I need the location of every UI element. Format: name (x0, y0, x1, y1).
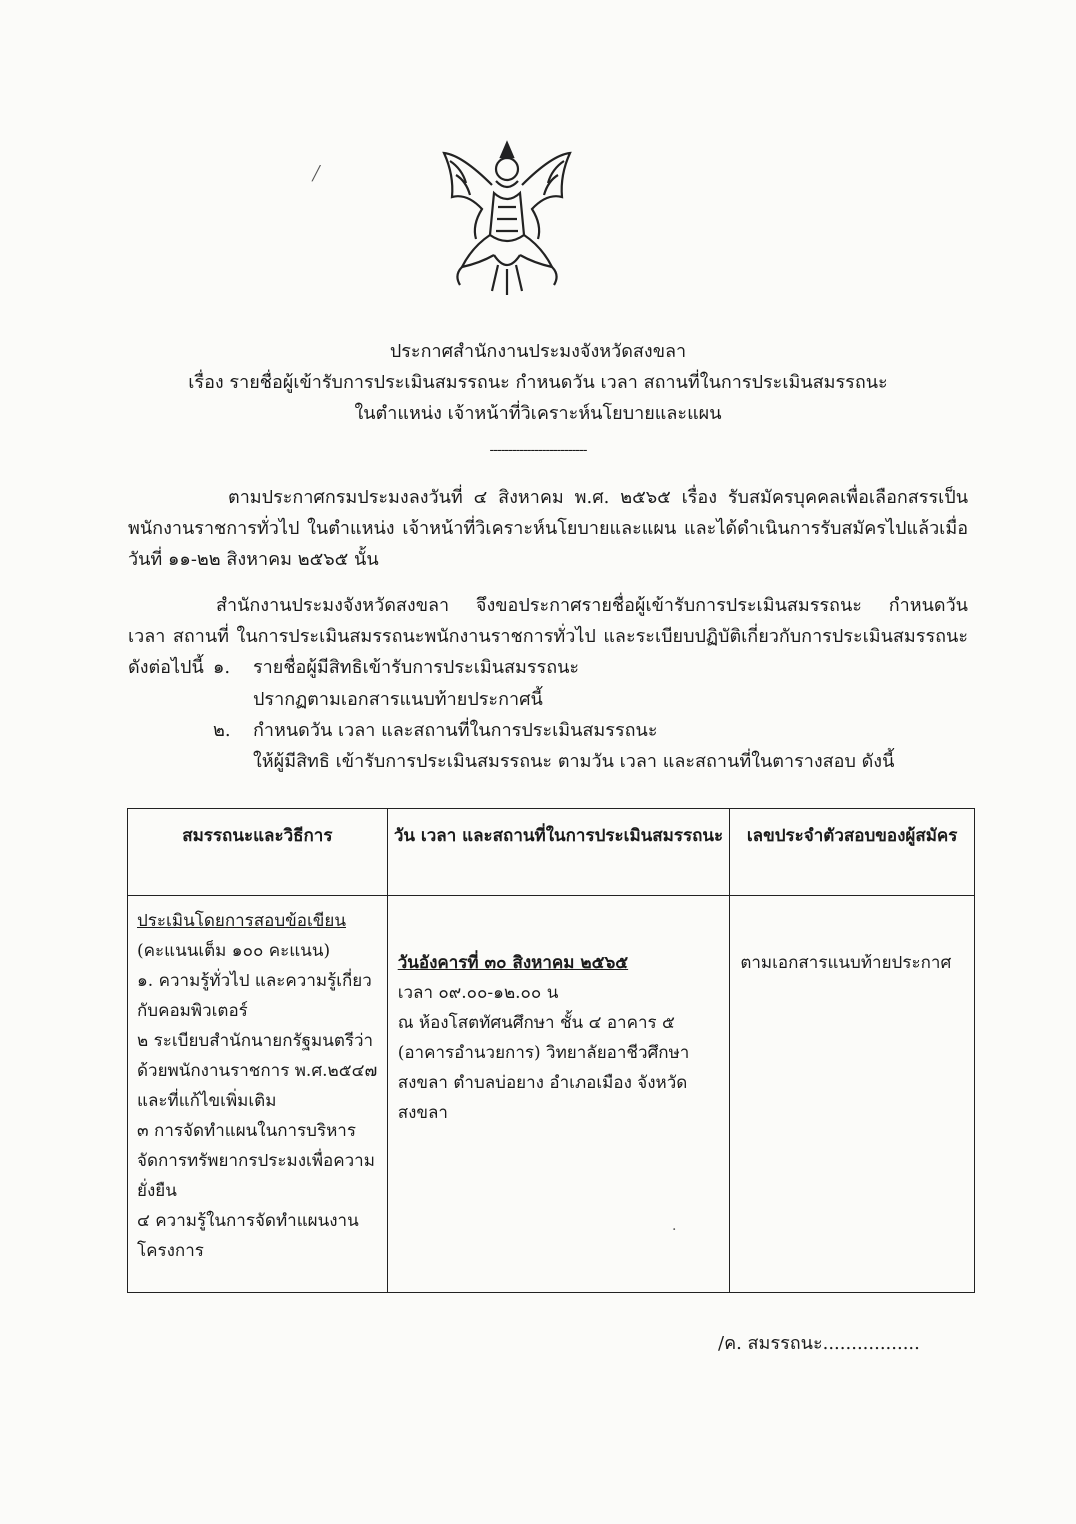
item-1-number: ๑. (213, 657, 231, 678)
method-topic-4: ๔ ความรู้ในการจัดทำแผนงานโครงการ (137, 1211, 359, 1261)
continuation-note: /ค. สมรรถนะ................. (718, 1333, 920, 1354)
item-2-detail: ให้ผู้มีสิทธิ เข้ารับการประเมินสมรรถนะ ตามวัน เวลา และสถานที่ในตารางสอบ ดังนี้ (253, 751, 895, 772)
method-title: ประเมินโดยการสอบข้อเขียน (137, 911, 347, 931)
announcement-paragraph: สำนักงานประมงจังหวัดสงขลา จึงขอประกาศรายชื่อผู้เข้ารับการประเมินสมรรถนะ กำหนดวัน เวลา สถานที่ ในการประเมินสมรรถนะพนักงานราชการทั่วไป และระเบียบปฏิบัติเกี่ยวกับการประเมินสมรรถนะดังต่อไปนี้ (128, 595, 968, 678)
method-topic-3: ๓ การจัดทำแผนในการบริหารจัดการทรัพยากรประมงเพื่อความยั่งยืน (137, 1121, 375, 1201)
table-header-row (128, 809, 975, 896)
exam-date: วันอังคารที่ ๓๐ สิงหาคม ๒๕๖๕ (397, 953, 629, 973)
scan-speck: · (672, 1222, 677, 1238)
announcement-subject: เรื่อง รายชื่อผู้เข้ารับการประเมินสมรรถนะ กำหนดวัน เวลา สถานที่ในการประเมินสมรรถนะ (188, 372, 888, 393)
date-place-cell (387, 896, 730, 1293)
garuda-emblem-icon (432, 135, 582, 297)
item-2-number: ๒. (213, 720, 231, 741)
scan-speck: ╱ (312, 166, 321, 182)
method-topic-2: ๒ ระเบียบสำนักนายกรัฐมนตรีว่าด้วยพนักงานราชการ พ.ศ.๒๕๔๗ และที่แก้ไขเพิ่มเติม (137, 1031, 378, 1111)
reference-paragraph: ตามประกาศกรมประมงลงวันที่ ๔ สิงหาคม พ.ศ. ๒๕๖๕ เรื่อง รับสมัครบุคคลเพื่อเลือกสรรเป็น พนักงานราชการทั่วไป ในตำแหน่ง เจ้าหน้าที่วิเคราะห์นโยบายและแผน และได้ดำเนินการรับสมัครไปแล้วเมื่อ วันที่ ๑๑-๒๒ สิงหาคม ๒๕๖๕ นั้น (128, 487, 968, 570)
exam-id-cell (730, 896, 975, 1293)
method-score: (คะแนนเต็ม ๑๐๐ คะแนน) (137, 941, 331, 961)
header-exam-id: เลขประจำตัวสอบของผู้สมัคร (730, 809, 975, 896)
item-1-title: รายชื่อผู้มีสิทธิเข้ารับการประเมินสมรรถนะ (253, 657, 580, 678)
exam-id-note: ตามเอกสารแนบท้ายประกาศ (740, 953, 952, 973)
item-1-detail: ปรากฏตามเอกสารแนบท้ายประกาศนี้ (253, 689, 543, 710)
exam-place: ณ ห้องโสตทัศนศึกษา ชั้น ๔ อาคาร ๕ (อาคารอำนวยการ) วิทยาลัยอาชีวศึกษาสงขลา ตำบลบ่อยาง อำเภอเมือง จังหวัดสงขลา (397, 1013, 690, 1123)
item-2-title: กำหนดวัน เวลา และสถานที่ในการประเมินสมรรถนะ (253, 720, 658, 741)
header-date-place: วัน เวลา และสถานที่ในการประเมินสมรรถนะ (387, 809, 730, 896)
method-topic-1: ๑. ความรู้ทั่วไป และความรู้เกี่ยวกับคอมพิวเตอร์ (137, 971, 372, 1021)
heading-separator: -------------------------- (489, 442, 587, 458)
announcement-title: ประกาศสำนักงานประมงจังหวัดสงขลา (389, 341, 687, 362)
header-competency: สมรรถนะและวิธีการ (128, 809, 388, 896)
announcement-position: ในตำแหน่ง เจ้าหน้าที่วิเคราะห์นโยบายและแผน (354, 403, 722, 424)
table-row (128, 896, 975, 1293)
exam-time: เวลา ๐๙.๐๐-๑๒.๐๐ น (397, 983, 559, 1003)
exam-schedule-table (127, 808, 975, 1293)
competency-cell (128, 896, 388, 1293)
